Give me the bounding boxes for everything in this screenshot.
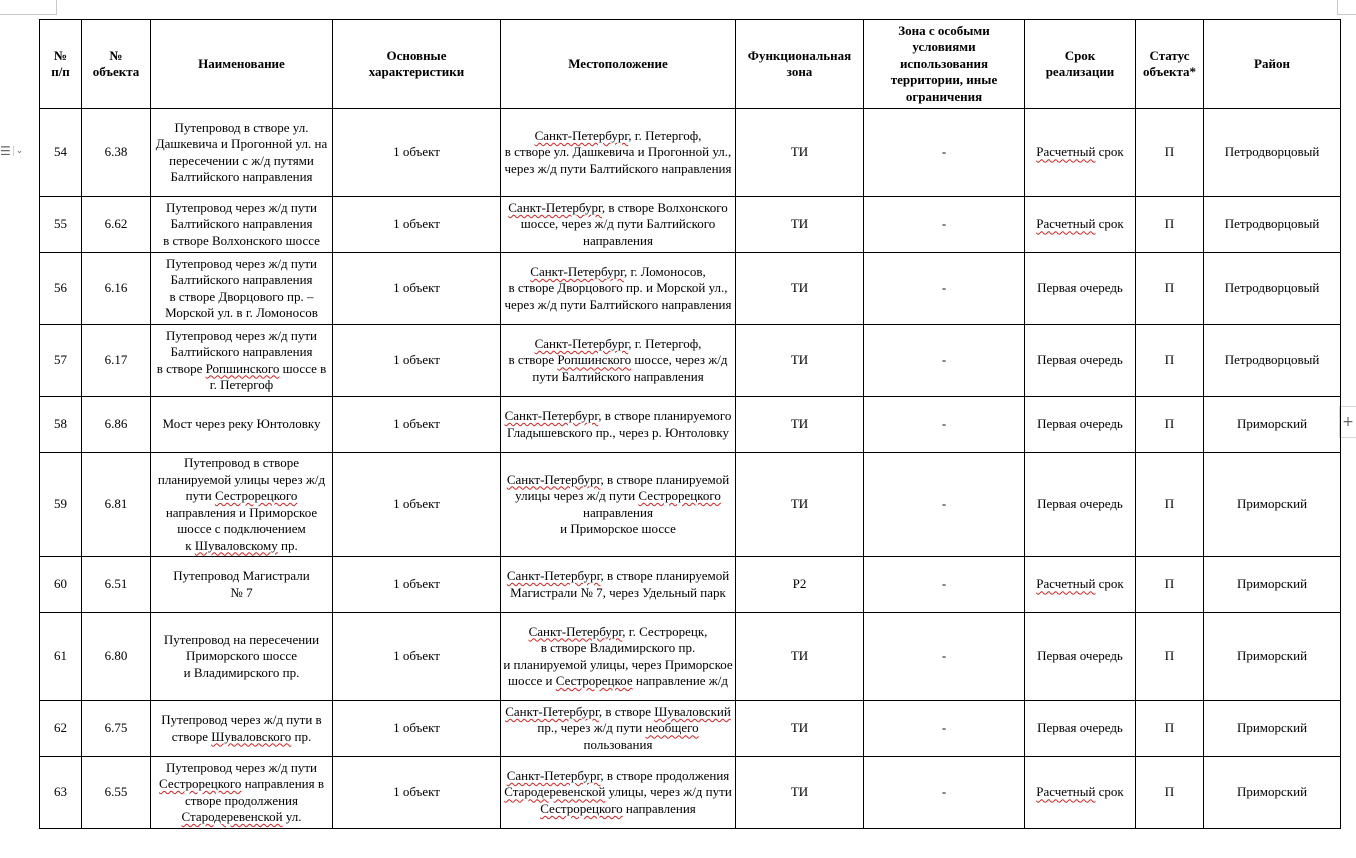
cell-term: [1025, 397, 1136, 453]
text-segment: , в створе продолжения: [600, 767, 730, 783]
cell-name: [151, 757, 333, 829]
table-row: [40, 757, 1341, 829]
cell-district: Приморский: [1204, 557, 1341, 613]
cell-location: [501, 613, 736, 701]
header-special-zone: Зона с особыми условиями использования территории, иные ограничения: [864, 20, 1025, 109]
cell-district: Приморский: [1204, 701, 1341, 757]
cell-status: П: [1136, 757, 1204, 829]
header-location: Местоположение: [501, 20, 736, 109]
cell-characteristics: 1 объект: [333, 325, 501, 397]
text-segment: срок: [1095, 144, 1124, 160]
cell-location: [501, 557, 736, 613]
cell-characteristics: 1 объект: [333, 757, 501, 829]
cell-name: [151, 613, 333, 701]
table-row: [40, 613, 1341, 701]
spellcheck-flagged-word: Санкт-Петербург: [528, 623, 623, 639]
cell-term: [1025, 197, 1136, 253]
spellcheck-flagged-word: Санкт-Петербург: [530, 263, 624, 279]
cell-location: [501, 701, 736, 757]
text-segment: Первая очередь: [1037, 720, 1123, 736]
cell-object-number: 6.17: [82, 325, 151, 397]
header-num: № п/п: [40, 20, 82, 109]
text-segment: шоссе в г. Петергоф: [209, 360, 327, 392]
spellcheck-flagged-word: Расчетный: [1036, 216, 1096, 232]
spellcheck-flagged-word: Санкт-Петербург: [534, 335, 629, 351]
spellcheck-flagged-word: Шуваловскому: [194, 537, 278, 553]
cell-special-zone: -: [864, 109, 1025, 197]
spellcheck-flagged-word: Санкт-Петербург: [506, 568, 601, 583]
text-segment: Путепровод через ж/д пути в створе: [161, 712, 322, 744]
spellcheck-flagged-word: Сестрорецкого: [638, 488, 721, 503]
spellcheck-flagged-word: Расчетный: [1036, 784, 1096, 800]
cell-special-zone: -: [864, 325, 1025, 397]
cell-object-number: 6.55: [82, 757, 151, 829]
table-row: [40, 397, 1341, 453]
text-segment: Путепровод Магистрали № 7: [173, 568, 310, 600]
cell-special-zone: -: [864, 757, 1025, 829]
cell-status: П: [1136, 557, 1204, 613]
cell-status: П: [1136, 397, 1204, 453]
text-segment: , г. Петергоф, в створе: [508, 335, 702, 368]
cell-object-number: 6.75: [82, 701, 151, 757]
cell-name: [151, 453, 333, 557]
text-segment: направления и Приморское шоссе: [560, 504, 676, 536]
cell-num: 63: [40, 757, 82, 829]
spellcheck-flagged-word: Ропшинского: [205, 360, 280, 376]
cell-functional-zone: ТИ: [736, 109, 864, 197]
text-segment: Первая очередь: [1037, 352, 1123, 368]
cell-district: Приморский: [1204, 757, 1341, 829]
text-segment: , в створе планируемой Магистрали № 7, через Удельный парк: [510, 568, 730, 600]
cell-characteristics: 1 объект: [333, 701, 501, 757]
cell-location: [501, 757, 736, 829]
spellcheck-flagged-word: Расчетный: [1036, 144, 1096, 160]
header-district: Район: [1204, 20, 1341, 109]
spellcheck-flagged-word: Сестрорецкое: [555, 673, 633, 688]
spellcheck-flagged-word: Шуваловский: [654, 703, 731, 719]
spellcheck-flagged-word: Сестрорецкого: [159, 776, 242, 791]
cell-name: [151, 197, 333, 253]
spellcheck-flagged-word: Санкт-Петербург: [505, 703, 599, 719]
cell-term: [1025, 757, 1136, 829]
cell-status: П: [1136, 325, 1204, 397]
cell-name: [151, 325, 333, 397]
spellcheck-flagged-word: Сестрорецкого: [540, 800, 623, 816]
cell-functional-zone: ТИ: [736, 701, 864, 757]
spellcheck-flagged-word: Расчетный: [1036, 576, 1096, 592]
cell-num: 57: [40, 325, 82, 397]
objects-table: [39, 19, 1341, 829]
cell-location: [501, 325, 736, 397]
cell-district: Петродворцовый: [1204, 197, 1341, 253]
cell-characteristics: 1 объект: [333, 397, 501, 453]
cell-status: П: [1136, 197, 1204, 253]
cell-num: 56: [40, 253, 82, 325]
text-segment: шоссе, через ж/д пути Балтийского направления: [532, 352, 728, 384]
text-segment: Путепровод через ж/д пути Балтийского направления в створе Дворцового пр. – Морской ул. в г. Ломоносов: [165, 255, 318, 320]
cell-term: [1025, 325, 1136, 397]
text-segment: направления: [622, 800, 696, 816]
cell-district: Приморский: [1204, 613, 1341, 701]
cell-num: 60: [40, 557, 82, 613]
cell-functional-zone: ТИ: [736, 613, 864, 701]
spellcheck-flagged-word: Ропшинского: [557, 352, 632, 368]
cell-location: [501, 397, 736, 453]
table-layout-options-button[interactable]: [0, 143, 26, 159]
cell-special-zone: -: [864, 701, 1025, 757]
cell-name: [151, 701, 333, 757]
text-segment: , в створе планируемой улицы через ж/д пути: [515, 471, 730, 503]
table-row: [40, 325, 1341, 397]
add-column-button[interactable]: [1339, 406, 1356, 438]
text-segment: Путепровод через ж/д пути: [165, 759, 317, 775]
table-row: [40, 253, 1341, 325]
text-segment: срок: [1095, 576, 1124, 592]
cell-special-zone: -: [864, 253, 1025, 325]
text-segment: пр., через ж/д пути: [537, 720, 646, 736]
text-segment: Путепровод в створе ул. Дашкевича и Прогонной ул. на пересечении с ж/д путями Балтийского направления: [155, 119, 328, 184]
cell-location: [501, 197, 736, 253]
cell-num: 59: [40, 453, 82, 557]
cell-location: [501, 453, 736, 557]
cell-functional-zone: ТИ: [736, 197, 864, 253]
cell-functional-zone: Р2: [736, 557, 864, 613]
cell-characteristics: 1 объект: [333, 253, 501, 325]
cell-object-number: 6.80: [82, 613, 151, 701]
cell-num: 61: [40, 613, 82, 701]
text-segment: Путепровод в створе планируемой улицы через ж/д пути: [157, 455, 326, 503]
cell-term: [1025, 109, 1136, 197]
cell-special-zone: -: [864, 613, 1025, 701]
table-row: [40, 557, 1341, 613]
cell-term: [1025, 701, 1136, 757]
spellcheck-flagged-word: Стародеревенской: [181, 809, 283, 824]
table-row: [40, 701, 1341, 757]
text-segment: направление ж/д: [632, 673, 729, 688]
spellcheck-flagged-word: Санкт-Петербург: [506, 767, 601, 783]
cell-functional-zone: ТИ: [736, 757, 864, 829]
spellcheck-flagged-word: Санкт-Петербург: [508, 199, 602, 215]
cell-status: П: [1136, 613, 1204, 701]
text-segment: , в створе: [598, 703, 655, 719]
cell-characteristics: 1 объект: [333, 109, 501, 197]
cell-status: П: [1136, 253, 1204, 325]
cell-term: [1025, 557, 1136, 613]
spellcheck-flagged-word: Санкт-Петербург: [506, 471, 601, 487]
text-segment: Путепровод через ж/д пути Балтийского направления в створе: [156, 327, 317, 376]
cell-status: П: [1136, 453, 1204, 557]
cell-functional-zone: ТИ: [736, 397, 864, 453]
header-term: Срок реализации: [1025, 20, 1136, 109]
cell-functional-zone: ТИ: [736, 253, 864, 325]
cell-object-number: 6.16: [82, 253, 151, 325]
cell-special-zone: -: [864, 557, 1025, 613]
cell-special-zone: -: [864, 397, 1025, 453]
cell-district: Петродворцовый: [1204, 325, 1341, 397]
cell-functional-zone: ТИ: [736, 325, 864, 397]
cell-special-zone: -: [864, 197, 1025, 253]
text-segment: направления в створе продолжения: [184, 776, 324, 808]
cell-district: Приморский: [1204, 453, 1341, 557]
header-row: [40, 20, 1341, 109]
cell-functional-zone: ТИ: [736, 453, 864, 557]
cell-characteristics: 1 объект: [333, 613, 501, 701]
cell-name: [151, 557, 333, 613]
cell-object-number: 6.51: [82, 557, 151, 613]
text-segment: , в створе Волхонского шоссе, через ж/д пути Балтийского направления: [520, 199, 728, 248]
spellcheck-flagged-word: Санкт-Петербург: [504, 408, 599, 423]
cell-characteristics: 1 объект: [333, 453, 501, 557]
header-characteristics: Основные характеристики: [333, 20, 501, 109]
spellcheck-flagged-word: Стародеревенской: [504, 784, 606, 800]
cell-object-number: 6.38: [82, 109, 151, 197]
text-segment: срок: [1095, 784, 1124, 800]
page-margin-guide-top-right: [1337, 0, 1356, 15]
layout-options-icon: ☰: [0, 144, 11, 158]
spellcheck-flagged-word: Санкт-Петербург: [534, 127, 629, 143]
cell-characteristics: 1 объект: [333, 557, 501, 613]
text-segment: , г. Петергоф, в створе ул. Дашкевича и Прогонной ул., через ж/д пути Балтийского направления: [504, 127, 732, 176]
cell-name: [151, 253, 333, 325]
cell-special-zone: -: [864, 453, 1025, 557]
cell-location: [501, 253, 736, 325]
cell-term: [1025, 613, 1136, 701]
header-status: Статус объекта*: [1136, 20, 1204, 109]
cell-name: [151, 397, 333, 453]
header-functional-zone: Функциональная зона: [736, 20, 864, 109]
cell-num: 54: [40, 109, 82, 197]
text-segment: , в створе планируемого Гладышевского пр., через р. Юнтоловку: [507, 408, 732, 440]
text-segment: направления и Приморское шоссе с подключением к: [165, 504, 318, 553]
cell-num: 58: [40, 397, 82, 453]
table-row: [40, 109, 1341, 197]
cell-term: [1025, 253, 1136, 325]
cell-district: Петродворцовый: [1204, 253, 1341, 325]
text-segment: Путепровод через ж/д пути Балтийского направления в створе Волхонского шоссе: [163, 199, 320, 248]
cell-status: П: [1136, 701, 1204, 757]
header-object-number: № объекта: [82, 20, 151, 109]
cell-num: 62: [40, 701, 82, 757]
cell-status: П: [1136, 109, 1204, 197]
page-margin-guide-top-left: [0, 0, 57, 15]
cell-district: Приморский: [1204, 397, 1341, 453]
plus-icon: +: [1342, 414, 1354, 430]
text-segment: пр.: [277, 537, 298, 553]
text-segment: ул.: [282, 809, 302, 824]
cell-num: 55: [40, 197, 82, 253]
spellcheck-flagged-word: Шуваловского: [211, 728, 292, 744]
cell-object-number: 6.81: [82, 453, 151, 557]
chevron-down-icon: ⌄: [13, 146, 24, 156]
text-segment: Мост через реку Юнтоловку: [162, 416, 321, 432]
header-name: Наименование: [151, 20, 333, 109]
text-segment: срок: [1095, 216, 1124, 232]
text-segment: пользования: [583, 736, 653, 752]
cell-location: [501, 109, 736, 197]
cell-object-number: 6.62: [82, 197, 151, 253]
cell-district: Петродворцовый: [1204, 109, 1341, 197]
cell-term: [1025, 453, 1136, 557]
spellcheck-flagged-word: Сестрорецкого: [214, 488, 298, 503]
cell-characteristics: 1 объект: [333, 197, 501, 253]
text-segment: Путепровод на пересечении Приморского шоссе и Владимирского пр.: [163, 631, 320, 680]
text-segment: пр.: [291, 728, 312, 744]
text-segment: улицы, через ж/д пути: [605, 784, 732, 800]
text-segment: , г. Сестрорецк, в створе Владимирского пр. и планируемой улицы, через Приморское шоссе и: [503, 623, 733, 688]
cell-name: [151, 109, 333, 197]
spellcheck-flagged-word: необщего: [645, 720, 699, 736]
table-row: [40, 453, 1341, 557]
table-row: [40, 197, 1341, 253]
cell-object-number: 6.86: [82, 397, 151, 453]
text-segment: Первая очередь: [1037, 496, 1123, 512]
text-segment: Первая очередь: [1037, 280, 1123, 296]
text-segment: Первая очередь: [1037, 416, 1123, 432]
text-segment: Первая очередь: [1037, 648, 1123, 664]
text-segment: , г. Ломоносов, в створе Дворцового пр. и Морской ул., через ж/д пути Балтийского направления: [504, 263, 732, 312]
